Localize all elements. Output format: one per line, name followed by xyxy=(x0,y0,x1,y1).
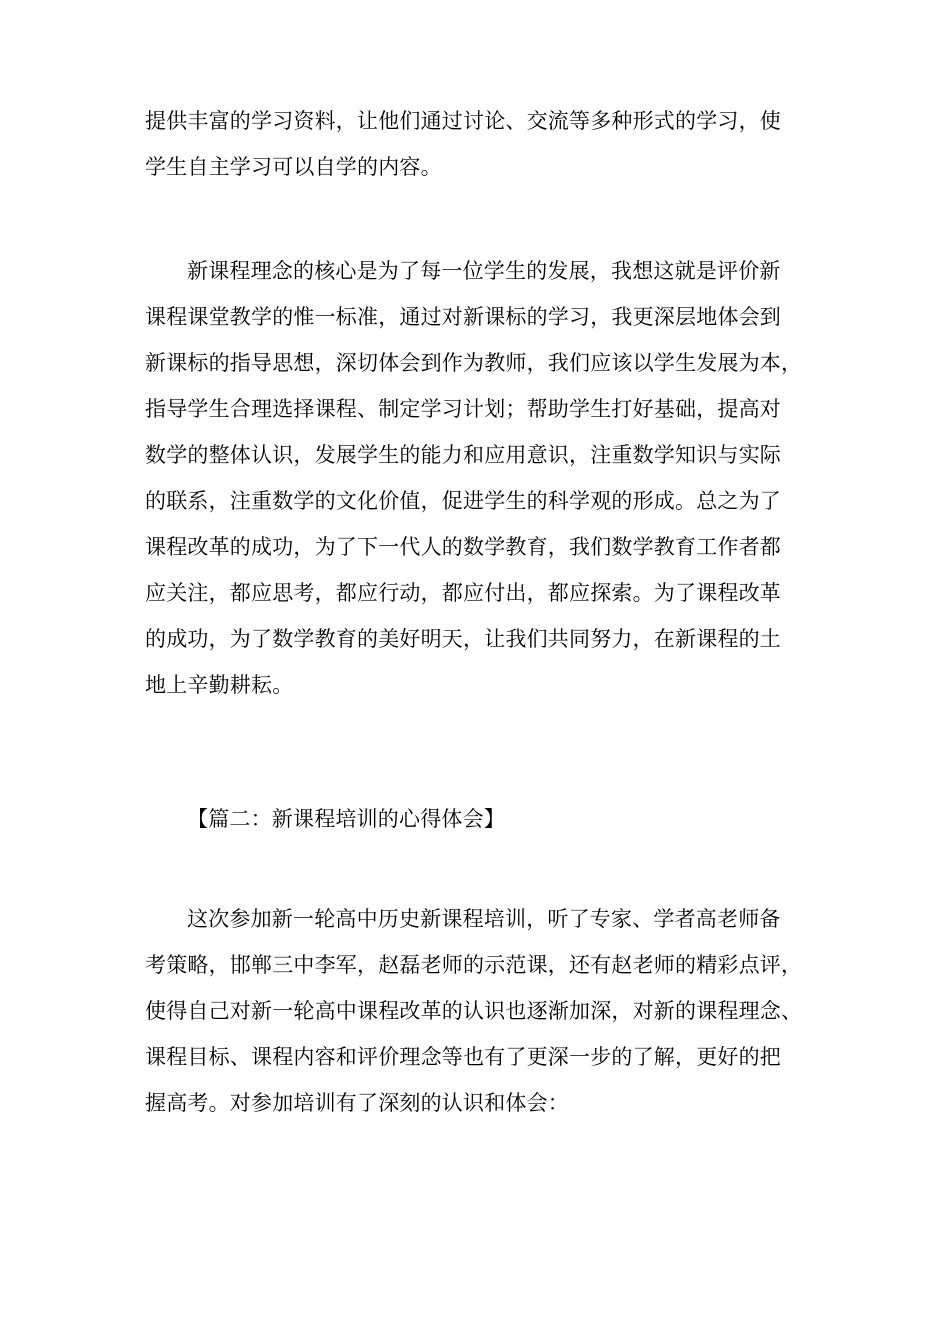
text-line: 课程改革的成功，为了下一代人的数学教育，我们数学教育工作者都 xyxy=(145,535,781,559)
text-line: 的成功，为了数学教育的美好明天，让我们共同努力，在新课程的土 xyxy=(145,627,781,651)
text-line: 学生自主学习可以自学的内容。 xyxy=(145,155,442,179)
text-line: 握高考。对参加培训有了深刻的认识和体会： xyxy=(145,1091,569,1115)
text-line: 课程目标、课程内容和评价理念等也有了更深一步的了解，更好的把 xyxy=(145,1045,781,1069)
text-line: 数学的整体认识，发展学生的能力和应用意识，注重数学知识与实际 xyxy=(145,443,781,467)
paragraph-continuation xyxy=(145,98,825,190)
text-line: 考策略，邯郸三中李军，赵磊老师的示范课，还有赵老师的精彩点评， xyxy=(145,953,803,977)
text-line: 课程课堂教学的惟一标准，通过对新课标的学习，我更深层地体会到 xyxy=(145,305,781,329)
paragraph-training-experience xyxy=(145,896,825,1126)
text-line: 使得自己对新一轮高中课程改革的认识也逐渐加深，对新的课程理念、 xyxy=(145,999,803,1023)
paragraph-curriculum-reflection xyxy=(145,248,825,708)
text-line: 指导学生合理选择课程、制定学习计划；帮助学生打好基础，提高对 xyxy=(145,397,781,421)
text-line: 应关注，都应思考，都应行动，都应付出，都应探索。为了课程改革 xyxy=(145,581,781,605)
text-line: 这次参加新一轮高中历史新课程培训，听了专家、学者高老师备 xyxy=(187,907,781,931)
section-heading xyxy=(145,796,825,842)
text-line: 提供丰富的学习资料，让他们通过讨论、交流等多种形式的学习，使 xyxy=(145,109,781,133)
text-line: 的联系，注重数学的文化价值，促进学生的科学观的形成。总之为了 xyxy=(145,489,781,513)
text-line: 新课程理念的核心是为了每一位学生的发展，我想这就是评价新 xyxy=(187,259,781,283)
text-line: 地上辛勤耕耘。 xyxy=(145,673,294,697)
text-line: 新课标的指导思想，深切体会到作为教师，我们应该以学生发展为本， xyxy=(145,351,803,375)
section-heading-text: 【篇二：新课程培训的心得体会】 xyxy=(187,807,505,831)
